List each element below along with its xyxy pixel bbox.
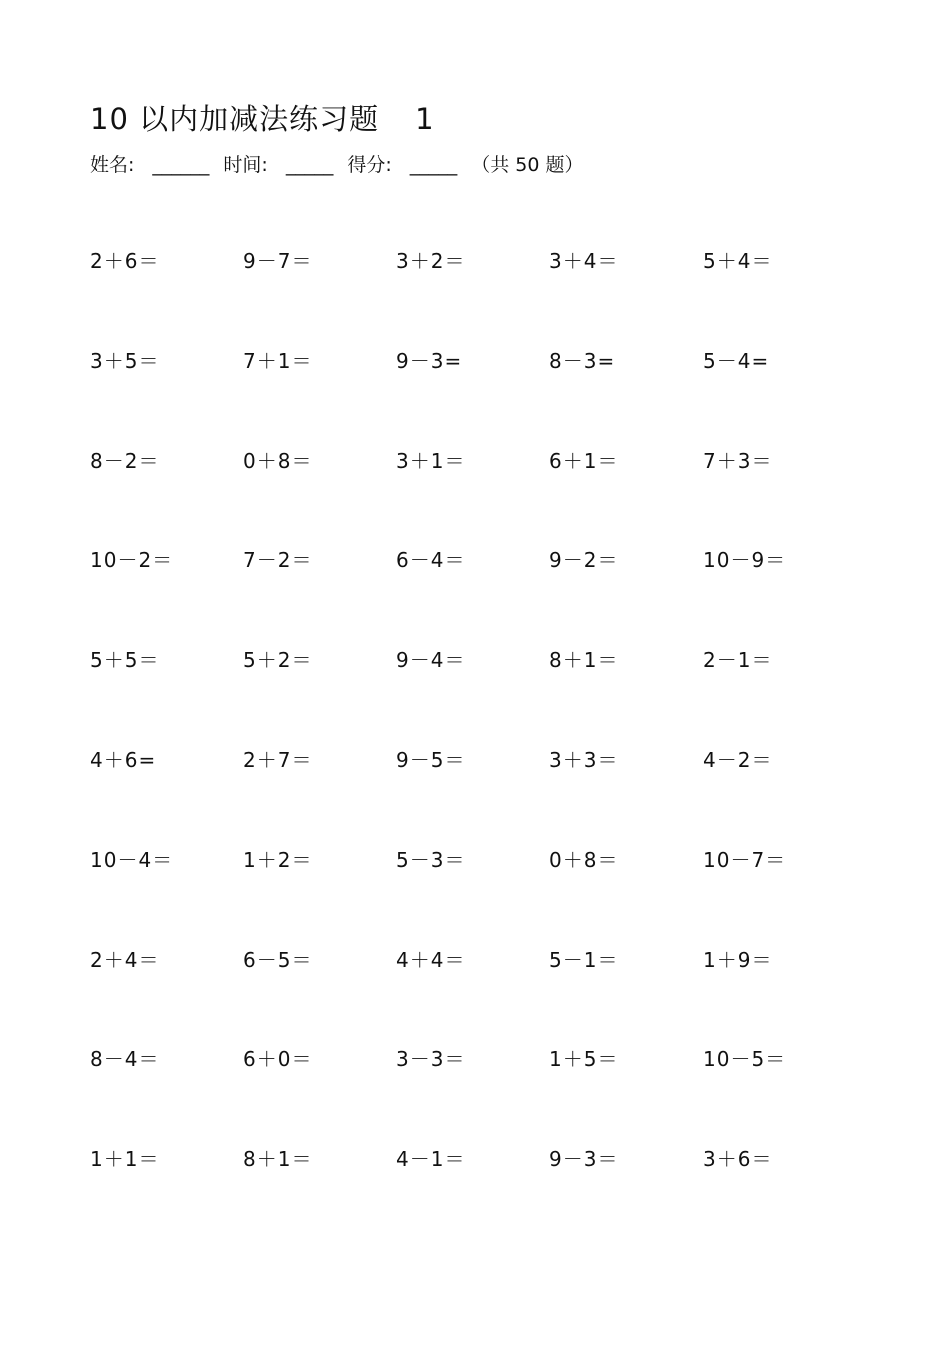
math-problem: 10－7＝ <box>703 848 787 872</box>
math-problem: 1＋5＝ <box>549 1047 619 1071</box>
time-blank: _____ <box>285 154 334 176</box>
math-problem: 3＋1＝ <box>396 449 466 473</box>
problem-row <box>90 744 850 784</box>
math-problem: 2＋7＝ <box>243 748 313 772</box>
math-problem: 5＋5＝ <box>90 648 160 672</box>
problem-row <box>90 1043 850 1083</box>
math-problem: 3＋4＝ <box>549 249 619 273</box>
problem-row <box>90 944 850 984</box>
math-problem: 4－2＝ <box>703 748 773 772</box>
math-problem: 8＋1＝ <box>549 648 619 672</box>
math-problem: 8－2＝ <box>90 449 160 473</box>
worksheet-info-line <box>90 150 583 177</box>
math-problem: 9－3= <box>396 349 463 373</box>
title-number: 1 <box>415 102 435 136</box>
math-problem: 10－5＝ <box>703 1047 787 1071</box>
math-problem: 7－2＝ <box>243 548 313 572</box>
problem-row <box>90 644 850 684</box>
math-problem: 7＋3＝ <box>703 449 773 473</box>
worksheet-title <box>90 97 435 138</box>
math-problem: 9－3＝ <box>549 1147 619 1171</box>
math-problem: 5－4= <box>703 349 770 373</box>
math-problem: 3＋5＝ <box>90 349 160 373</box>
title-text: 10 以内加减法练习题 <box>90 102 380 136</box>
math-problem: 3＋6＝ <box>703 1147 773 1171</box>
math-problem: 0＋8＝ <box>549 848 619 872</box>
problem-row <box>90 445 850 485</box>
math-problem: 3＋2＝ <box>396 249 466 273</box>
math-problem: 6＋0＝ <box>243 1047 313 1071</box>
score-label: 得分: <box>347 154 392 176</box>
math-problem: 10－2＝ <box>90 548 174 572</box>
problem-row <box>90 345 850 385</box>
math-problem: 0＋8＝ <box>243 449 313 473</box>
math-problem: 5＋2＝ <box>243 648 313 672</box>
math-problem: 3－3＝ <box>396 1047 466 1071</box>
math-problem: 8－3= <box>549 349 616 373</box>
math-problem: 8－4＝ <box>90 1047 160 1071</box>
math-problem: 8＋1＝ <box>243 1147 313 1171</box>
math-problem: 3＋3＝ <box>549 748 619 772</box>
math-problem: 9－7＝ <box>243 249 313 273</box>
problem-row <box>90 844 850 884</box>
name-blank: ______ <box>152 154 210 176</box>
math-problem: 9－4＝ <box>396 648 466 672</box>
math-problem: 10－4＝ <box>90 848 174 872</box>
math-problem: 5－1＝ <box>549 948 619 972</box>
math-problem: 1＋1＝ <box>90 1147 160 1171</box>
math-problem: 10－9＝ <box>703 548 787 572</box>
math-problem: 6＋1＝ <box>549 449 619 473</box>
math-problem: 2－1＝ <box>703 648 773 672</box>
math-problem: 9－2＝ <box>549 548 619 572</box>
problem-row <box>90 544 850 584</box>
math-problem: 5＋4＝ <box>703 249 773 273</box>
problem-row <box>90 245 850 285</box>
math-problem: 6－5＝ <box>243 948 313 972</box>
math-problem: 1＋2＝ <box>243 848 313 872</box>
math-problem: 2＋6＝ <box>90 249 160 273</box>
math-problem: 4＋6= <box>90 748 157 772</box>
name-label: 姓名: <box>90 154 135 176</box>
problem-count: （共 50 题） <box>471 154 584 176</box>
math-problem: 2＋4＝ <box>90 948 160 972</box>
problem-row <box>90 1143 850 1183</box>
math-problem: 5－3＝ <box>396 848 466 872</box>
math-problem: 6－4＝ <box>396 548 466 572</box>
time-label: 时间: <box>223 154 268 176</box>
math-problem: 9－5＝ <box>396 748 466 772</box>
math-problem: 4＋4＝ <box>396 948 466 972</box>
math-problem: 4－1＝ <box>396 1147 466 1171</box>
math-problem: 7＋1＝ <box>243 349 313 373</box>
math-problem: 1＋9＝ <box>703 948 773 972</box>
score-blank: _____ <box>409 154 458 176</box>
